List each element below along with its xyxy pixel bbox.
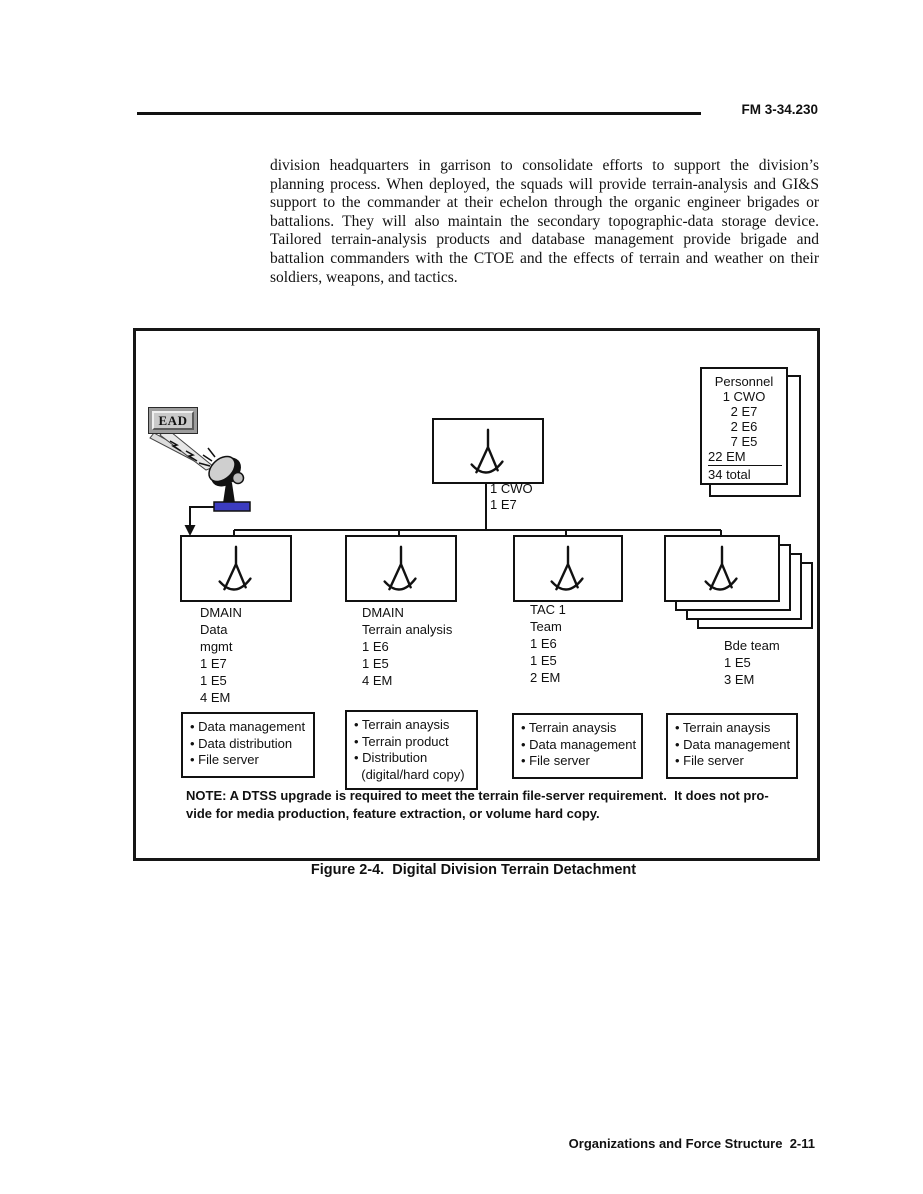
- function-item: • Data distribution: [190, 735, 293, 751]
- function-item: • File server: [521, 753, 590, 768]
- label-line: TAC 1: [530, 602, 566, 617]
- unit-label-dmain-terrain: [362, 604, 452, 689]
- label-line: mgmt: [200, 639, 233, 654]
- function-item: • File server: [190, 752, 259, 767]
- header-rule: [137, 112, 701, 115]
- function-item: • Terrain anaysis: [354, 717, 450, 732]
- function-box-2: [345, 710, 478, 790]
- unit-box-tac1: [513, 535, 623, 602]
- personnel-subtotal: 22 EM: [708, 449, 782, 466]
- unit-label-dmain-data: [200, 604, 242, 706]
- unit-box-bde-team: [664, 535, 780, 602]
- function-box-3: [512, 713, 643, 779]
- compass-icon: [700, 542, 744, 595]
- personnel-line: 1 CWO: [722, 389, 766, 404]
- figure-2-4-diagram: [133, 328, 820, 861]
- page-footer: Organizations and Force Structure 2-11: [568, 1136, 815, 1151]
- figure-caption: Figure 2-4. Digital Division Terrain Detachment: [310, 862, 637, 878]
- label-line: 1 E6: [362, 639, 389, 654]
- label-line: 1 E5: [530, 653, 557, 668]
- function-item: • Data management: [675, 736, 791, 752]
- label-line: 1 E5: [362, 656, 389, 671]
- unit-label-tac1: [530, 601, 566, 686]
- satellite-base: [214, 502, 250, 511]
- hq-staff-line: 1 E7: [490, 496, 517, 512]
- label-line: DMAIN: [200, 605, 242, 620]
- doc-number: FM 3-34.230: [741, 102, 818, 117]
- compass-icon: [214, 542, 258, 595]
- satellite-dish-icon: [199, 448, 250, 511]
- label-line: 2 EM: [530, 670, 561, 685]
- label-line: Team: [530, 619, 562, 634]
- hq-unit-box: [432, 418, 544, 484]
- label-line: 1 E5: [724, 655, 751, 670]
- ead-badge: [148, 407, 198, 434]
- ead-label: EAD: [152, 411, 194, 430]
- label-line: Terrain analysis: [362, 622, 453, 637]
- function-box-1: [181, 712, 315, 778]
- function-item: • File server: [675, 753, 744, 768]
- unit-label-bde-team: [724, 637, 780, 688]
- personnel-title: Personnel: [714, 374, 774, 389]
- label-line: 4 EM: [200, 690, 231, 705]
- label-line: 4 EM: [362, 673, 393, 688]
- personnel-line: 2 E7: [730, 404, 758, 419]
- label-line: DMAIN: [362, 605, 404, 620]
- label-line: 1 E6: [530, 636, 557, 651]
- label-line: 3 EM: [724, 672, 755, 687]
- label-line: Data: [200, 622, 228, 637]
- function-box-4: [666, 713, 798, 779]
- function-item: • Distribution: [354, 750, 428, 765]
- body-paragraph: division headquarters in garrison to consolidate efforts to support the division’s planning process. When deployed, the squads will provide terrain-analysis and GI&S support to the commander at their echelon through the organic engineer brigades or battalions. They will also maintain the secondary topographic-data storage device. Tailored terrain-analysis products and database management provide brigade and battalion commanders with the CTOE and the effects of terrain and weather on their soldiers, weapons, and tactics.: [270, 157, 819, 286]
- compass-icon: [379, 542, 423, 595]
- personnel-panel: [700, 367, 788, 485]
- function-item: • Terrain product: [354, 733, 449, 749]
- hq-staff-label: [490, 481, 533, 512]
- personnel-total: 34 total: [708, 467, 751, 482]
- compass-icon: [466, 425, 510, 478]
- label-line: 1 E7: [200, 656, 227, 671]
- function-item: • Terrain anaysis: [675, 720, 771, 735]
- label-line: 1 E5: [200, 673, 227, 688]
- function-item: • Data management: [521, 736, 637, 752]
- function-item: • Data management: [190, 719, 306, 734]
- unit-box-dmain-terrain: [345, 535, 457, 602]
- down-arrow-icon: [185, 507, 215, 536]
- unit-box-dmain-data: [180, 535, 292, 602]
- label-line: Bde team: [724, 638, 780, 653]
- function-item: (digital/hard copy): [354, 766, 465, 782]
- hq-staff-line: 1 CWO: [490, 481, 533, 496]
- note-line: NOTE: A DTSS upgrade is required to meet the terrain file-server requirement. It does not pro-: [186, 788, 769, 803]
- personnel-line: 7 E5: [730, 434, 758, 449]
- compass-icon: [546, 542, 590, 595]
- connector-lines: [234, 480, 721, 536]
- personnel-line: 2 E6: [730, 419, 758, 434]
- figure-note: [186, 787, 769, 822]
- note-line: vide for media production, feature extraction, or volume hard copy.: [186, 805, 600, 821]
- function-item: • Terrain anaysis: [521, 720, 617, 735]
